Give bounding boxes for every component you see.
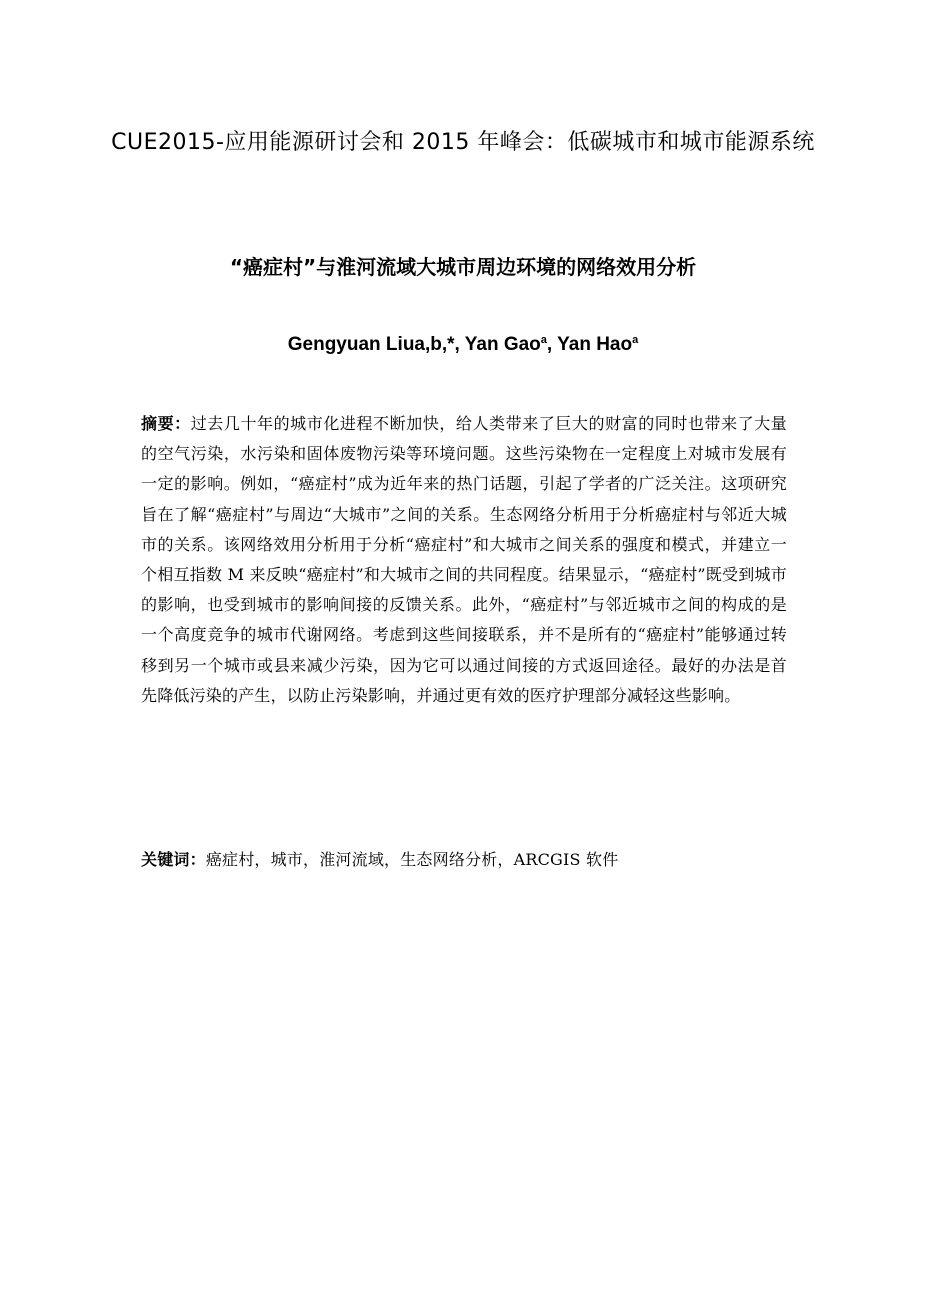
abstract xyxy=(141,409,787,711)
affiliation-marker-1: a xyxy=(540,334,547,346)
affiliation-marker-2: a xyxy=(632,334,639,346)
keywords xyxy=(141,845,787,875)
paper-title: “癌症村”与淮河流域大城市周边环境的网络效用分析 xyxy=(229,255,697,279)
author-names-1: Gengyuan Liua,b,*, Yan Gao xyxy=(287,334,541,355)
keywords-text: 癌症村，城市，淮河流域，生态网络分析，ARCGIS 软件 xyxy=(205,850,619,869)
author-names-2: , Yan Hao xyxy=(546,334,633,355)
keywords-label: 关键词： xyxy=(141,850,206,869)
author-list xyxy=(100,331,826,359)
conference-title: CUE2015-应用能源研讨会和 2015 年峰会：低碳城市和城市能源系统 xyxy=(111,130,815,155)
abstract-text: 过去几十年的城市化进程不断加快，给人类带来了巨大的财富的同时也带来了大量的空气污染，水污染和固体废物污染等环境问题。这些污染物在一定程度上对城市发展有一定的影响。例如，“癌症村”成为近年来的热门话题，引起了学者的广泛关注。这项研究旨在了解“癌症村”与周边“大城市”之间的关系。生态网络分析用于分析癌症村与邻近大城市的关系。该网络效用分析用于分析“癌症村”和大城市之间关系的强度和模式，并建立一个相互指数 M 来反映“癌症村”和大城市之间的共同程度。结果显示，“癌症村”既受到城市的影响，也受到城市的影响间接的反馈关系。此外，“癌症村”与邻近城市之间的构成的是一个高度竞争的城市代谢网络。考虑到这些间接联系，并不是所有的“癌症村”能够通过转移到另一个城市或县来减少污染，因为它可以通过间接的方式返回途径。最好的办法是首先降低污染的产生，以防止污染影响，并通过更有效的医疗护理部分减轻这些影响。 xyxy=(141,414,788,705)
abstract-label: 摘要： xyxy=(141,414,191,433)
